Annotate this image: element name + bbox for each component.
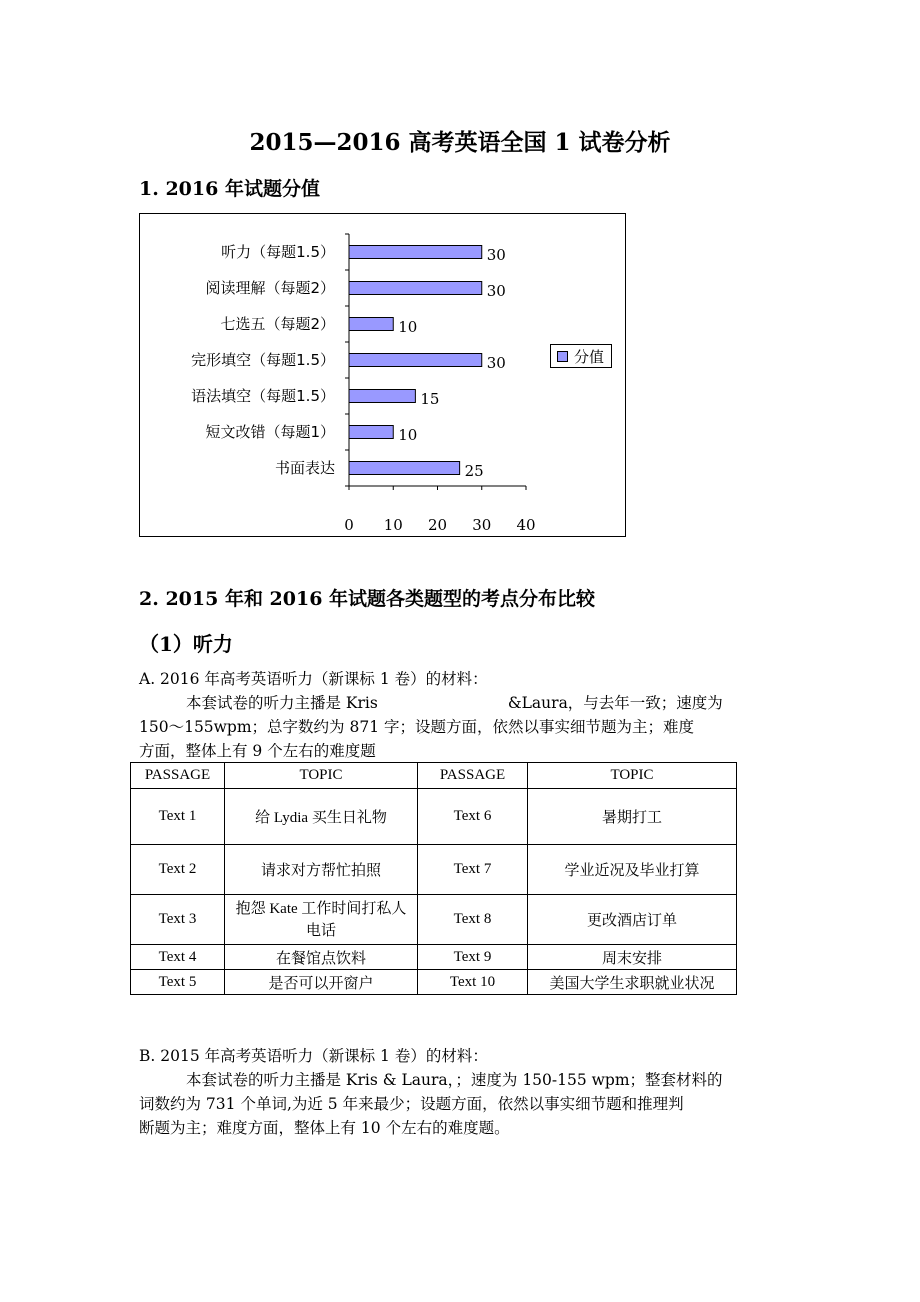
table-row [131, 845, 737, 895]
table-header-cell: PASSAGE [131, 763, 225, 789]
table-cell: 学业近况及毕业打算 [528, 845, 737, 895]
part-a-line1-end: &Laura，与去年一致；速度为 [507, 694, 723, 712]
table-cell: Text 4 [131, 945, 225, 970]
table-cell: Text 7 [418, 845, 528, 895]
bar [349, 354, 482, 367]
x-tick-label: 10 [383, 516, 403, 534]
bar [349, 282, 482, 295]
data-label: 25 [464, 462, 484, 480]
data-label: 30 [486, 246, 506, 264]
table-cell: 给 Lydia 买生日礼物 [225, 789, 418, 845]
category-label: 书面表达 [274, 459, 335, 477]
table-header-cell: TOPIC [528, 763, 737, 789]
table-header-cell: PASSAGE [418, 763, 528, 789]
part-a-line1 [139, 692, 779, 715]
section-heading-comparison: 2. 2015 年和 2016 年试题各类题型的考点分布比较 [139, 588, 596, 610]
x-tick-label: 40 [516, 516, 536, 534]
section-heading-score: 1. 2016 年试题分值 [139, 178, 320, 200]
table-cell: 暑期打工 [528, 789, 737, 845]
category-label: 阅读理解（每题2） [205, 279, 335, 297]
part-b-line1: 本套试卷的听力主播是 Kris & Laura，；速度为 150-155 wpm；整套材料的 [186, 1071, 723, 1089]
table-cell: 更改酒店订单 [528, 895, 737, 945]
legend-swatch [557, 351, 568, 362]
category-label: 完形填空（每题1.5） [191, 351, 335, 369]
table-cell: 请求对方帮忙拍照 [225, 845, 418, 895]
table-row [131, 945, 737, 970]
score-bar-chart [139, 213, 626, 537]
category-label: 听力（每题1.5） [221, 243, 335, 261]
chart-legend [550, 344, 612, 368]
table-cell: 在餐馆点饮料 [225, 945, 418, 970]
part-b-line2: 词数约为 731 个单词,为近 5 年来最少；设题方面，依然以事实细节题和推理判 [139, 1095, 684, 1113]
part-a-line2: 150～155wpm；总字数约为 871 字；设题方面，依然以事实细节题为主；难度 [139, 718, 694, 736]
bar-chart-svg [140, 214, 627, 538]
bar [349, 426, 393, 439]
table-cell: 周末安排 [528, 945, 737, 970]
x-tick-label: 0 [344, 516, 354, 534]
category-label: 短文改错（每题1） [205, 423, 335, 441]
data-label: 10 [398, 426, 418, 444]
table-cell: Text 9 [418, 945, 528, 970]
category-label: 七选五（每题2） [220, 315, 335, 333]
table-cell: Text 10 [418, 970, 528, 995]
part-a-line3: 方面，整体上有 9 个左右的难度题 [139, 742, 376, 760]
table-header-cell: TOPIC [225, 763, 418, 789]
part-a-line1-start: 本套试卷的听力主播是 Kris [186, 694, 378, 712]
table-cell: 是否可以开窗户 [225, 970, 418, 995]
data-label: 15 [420, 390, 440, 408]
legend-label: 分值 [574, 347, 605, 366]
table-cell: 美国大学生求职就业状况 [528, 970, 737, 995]
category-label: 语法填空（每题1.5） [191, 387, 335, 405]
table-cell: Text 2 [131, 845, 225, 895]
table-row [131, 789, 737, 845]
bar [349, 462, 460, 475]
part-b-line3: 断题为主；难度方面，整体上有 10 个左右的难度题。 [139, 1119, 510, 1137]
table-cell: Text 5 [131, 970, 225, 995]
bar [349, 390, 415, 403]
bar [349, 246, 482, 259]
page-title: 2015—2016 高考英语全国 1 试卷分析 [249, 129, 671, 156]
table-cell: Text 8 [418, 895, 528, 945]
table-cell: Text 3 [131, 895, 225, 945]
subsection-heading-listening: （1）听力 [139, 632, 233, 656]
data-label: 10 [398, 318, 418, 336]
table-row [131, 895, 737, 945]
table-cell: Text 1 [131, 789, 225, 845]
table-row [131, 970, 737, 995]
x-tick-label: 20 [427, 516, 448, 534]
table-header-row [131, 763, 737, 789]
bar [349, 318, 393, 331]
data-label: 30 [486, 282, 506, 300]
part-a-heading: A. 2016 年高考英语听力（新课标 1 卷）的材料： [139, 670, 488, 688]
table-cell: Text 6 [418, 789, 528, 845]
table-cell: 抱怨 Kate 工作时间打私人电话 [225, 895, 418, 945]
data-label: 30 [486, 354, 506, 372]
x-tick-label: 30 [472, 516, 492, 534]
part-b-heading: B. 2015 年高考英语听力（新课标 1 卷）的材料： [139, 1047, 488, 1065]
listening-topics-table [130, 762, 737, 995]
